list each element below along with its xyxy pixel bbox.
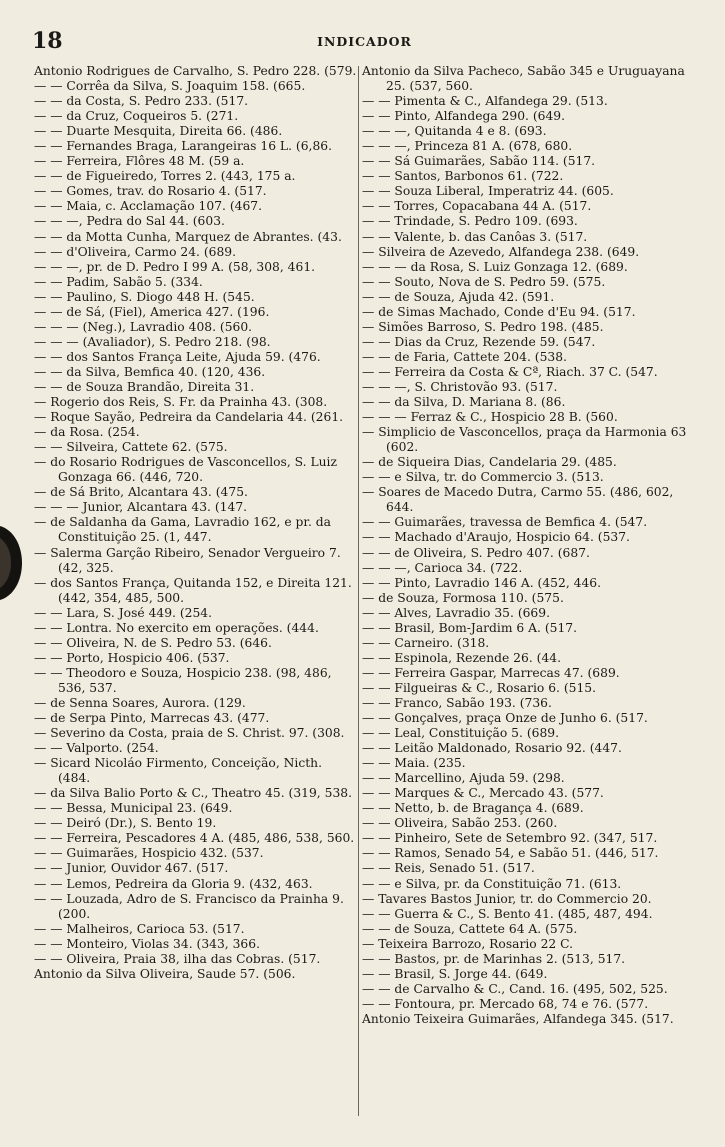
- directory-entry: — — Torres, Copacabana 44 A. (517.: [362, 199, 592, 214]
- directory-entry: — — Espinola, Rezende 26. (44.: [362, 650, 561, 665]
- directory-entry: — dos Santos França, Quitanda 152, e Direita 121. (442, 354, 485, 500.: [34, 575, 352, 605]
- directory-entry: — — Malheiros, Carioca 53. (517.: [34, 921, 245, 936]
- binding-hole-mark: [0, 520, 26, 606]
- directory-entry: — — Alves, Lavradio 35. (669.: [362, 605, 550, 620]
- directory-entry: — — Gomes, trav. do Rosario 4. (517.: [34, 184, 267, 199]
- directory-entry: — — de Sá, (Fiel), America 427. (196.: [34, 304, 270, 319]
- directory-entry: Antonio Rodrigues de Carvalho, S. Pedro 228. (579.: [34, 64, 357, 78]
- directory-entry: — — Reis, Senado 51. (517.: [362, 861, 535, 876]
- directory-entry: — — Monteiro, Violas 34. (343, 366.: [34, 936, 260, 951]
- directory-entry: — — Oliveira, N. de S. Pedro 53. (646.: [34, 635, 272, 650]
- running-head: INDICADOR: [317, 34, 412, 49]
- directory-entry: — — de Carvalho & C., Cand. 16. (495, 502, 525.: [362, 981, 668, 996]
- directory-entry: — — Fernandes Braga, Larangeiras 16 L. (6,86.: [34, 139, 332, 154]
- directory-entry: — — —, S. Christovão 93. (517.: [362, 379, 558, 394]
- directory-entry: — do Rosario Rodrigues de Vasconcellos, S. Luiz Gonzaga 66. (446, 720.: [34, 455, 337, 485]
- directory-entry: — Salerma Garção Ribeiro, Senador Vergueiro 7. (42, 325.: [34, 545, 341, 575]
- directory-entry: — — Maia, c. Acclamação 107. (467.: [34, 199, 263, 214]
- directory-entry: — — —, Quitanda 4 e 8. (693.: [362, 124, 547, 139]
- directory-entry: — — Brasil, S. Jorge 44. (649.: [362, 966, 548, 981]
- directory-entry: — — Oliveira, Sabão 253. (260.: [362, 816, 558, 831]
- directory-entry: — — de Figueiredo, Torres 2. (443, 175 a.: [34, 169, 296, 184]
- directory-entry: — de Souza, Formosa 110. (575.: [362, 590, 564, 605]
- directory-entry: — de Siqueira Dias, Candelaria 29. (485.: [362, 455, 617, 470]
- directory-entry: — — Bastos, pr. de Marinhas 2. (513, 517.: [362, 951, 626, 966]
- directory-entry: — — Gonçalves, praça Onze de Junho 6. (517.: [362, 711, 648, 726]
- directory-entry: — — Brasil, Bom-Jardim 6 A. (517.: [362, 620, 578, 635]
- directory-entry: — — e Silva, pr. da Constituição 71. (613.: [362, 876, 622, 891]
- column-divider: [358, 66, 359, 1116]
- directory-entry: — — — Ferraz & C., Hospicio 28 B. (560.: [362, 410, 618, 425]
- directory-entry: — — Lara, S. José 449. (254.: [34, 605, 213, 620]
- right-column: [362, 64, 696, 1027]
- directory-entry: — — Valporto. (254.: [34, 741, 159, 756]
- directory-entry: — — Franco, Sabão 193. (736.: [362, 695, 552, 710]
- directory-entry: — — Marcellino, Ajuda 59. (298.: [362, 771, 565, 786]
- directory-entry: — — Pinto, Alfandega 290. (649.: [362, 109, 566, 124]
- directory-entry: — — e Silva, tr. do Commercio 3. (513.: [362, 470, 604, 485]
- directory-entry: — Sicard Nicoláo Firmento, Conceição, Nicth. (484.: [34, 756, 322, 786]
- directory-entry: — da Silva Balio Porto & C., Theatro 45. (319, 538.: [34, 786, 352, 801]
- directory-entry: — Roque Sayão, Pedreira da Candelaria 44. (261.: [34, 410, 344, 425]
- directory-entry: — Soares de Macedo Dutra, Carmo 55. (486, 602, 644.: [362, 485, 674, 515]
- directory-entry: — de Senna Soares, Aurora. (129.: [34, 695, 246, 710]
- directory-entry: — Simões Barroso, S. Pedro 198. (485.: [362, 319, 604, 334]
- directory-entry: — — Pimenta & C., Alfandega 29. (513.: [362, 94, 608, 109]
- directory-entry: — — da Motta Cunha, Marquez de Abrantes. (43.: [34, 229, 342, 244]
- directory-entry: — — Pinto, Lavradio 146 A. (452, 446.: [362, 575, 602, 590]
- directory-entry: — — Padim, Sabão 5. (334.: [34, 274, 203, 289]
- directory-entry: — — Carneiro. (318.: [362, 635, 490, 650]
- directory-entry: — — Filgueiras & C., Rosario 6. (515.: [362, 680, 597, 695]
- directory-entry: — — Sá Guimarães, Sabão 114. (517.: [362, 154, 596, 169]
- directory-entry: — — Dias da Cruz, Rezende 59. (547.: [362, 334, 596, 349]
- directory-entry: — de Serpa Pinto, Marrecas 43. (477.: [34, 711, 270, 726]
- directory-entry: — Silveira de Azevedo, Alfandega 238. (649.: [362, 244, 640, 259]
- directory-entry: — — Guerra & C., S. Bento 41. (485, 487, 494.: [362, 906, 653, 921]
- directory-entry: — — Deiró (Dr.), S. Bento 19.: [34, 816, 217, 831]
- directory-entry: — — Oliveira, Praia 38, ilha das Cobras. (517.: [34, 951, 321, 966]
- directory-entry: — — Silveira, Cattete 62. (575.: [34, 440, 228, 455]
- directory-entry: — — Fontoura, pr. Mercado 68, 74 e 76. (577.: [362, 996, 649, 1011]
- directory-entry: — — Ferreira, Pescadores 4 A. (485, 486, 538, 560.: [34, 831, 355, 846]
- directory-entry: — — — (Neg.), Lavradio 408. (560.: [34, 319, 253, 334]
- directory-entry: — — —, Pedra do Sal 44. (603.: [34, 214, 225, 229]
- directory-entry: — Simplicio de Vasconcellos, praça da Harmonia 63 (602.: [362, 425, 687, 455]
- directory-entry: — — Junior, Ouvidor 467. (517.: [34, 861, 229, 876]
- directory-entry: — da Rosa. (254.: [34, 425, 140, 440]
- directory-entry: — — d'Oliveira, Carmo 24. (689.: [34, 244, 237, 259]
- directory-entry: — — Trindade, S. Pedro 109. (693.: [362, 214, 578, 229]
- directory-entry: — — Ferreira da Costa & Cª, Riach. 37 C. (547.: [362, 364, 658, 379]
- directory-entry: — — Santos, Barbonos 61. (722.: [362, 169, 564, 184]
- directory-entry: — — de Souza, Cattete 64 A. (575.: [362, 921, 578, 936]
- directory-entry: — — Duarte Mesquita, Direita 66. (486.: [34, 124, 283, 139]
- directory-entry: — — de Faria, Cattete 204. (538.: [362, 349, 567, 364]
- page-number: 18: [32, 28, 63, 54]
- directory-entry: — — Lemos, Pedreira da Gloria 9. (432, 463.: [34, 876, 313, 891]
- directory-entry: — — Souza Liberal, Imperatriz 44. (605.: [362, 184, 614, 199]
- directory-entry: — — dos Santos França Leite, Ajuda 59. (476.: [34, 349, 321, 364]
- directory-entry: — de Saldanha da Gama, Lavradio 162, e pr. da Constituição 25. (1, 447.: [34, 515, 331, 545]
- directory-entry: — Teixeira Barrozo, Rosario 22 C.: [362, 936, 574, 951]
- directory-entry: — — de Souza, Ajuda 42. (591.: [362, 289, 555, 304]
- page-header: [32, 28, 697, 56]
- directory-entry: — — —, Carioca 34. (722.: [362, 560, 523, 575]
- directory-entry: — — de Oliveira, S. Pedro 407. (687.: [362, 545, 590, 560]
- directory-entry: — — Leal, Constituição 5. (689.: [362, 726, 559, 741]
- directory-entry: — — Bessa, Municipal 23. (649.: [34, 801, 233, 816]
- directory-entry: Antonio Teixeira Guimarães, Alfandega 345. (517.: [362, 1011, 674, 1026]
- directory-entry: — — Corrêa da Silva, S. Joaquim 158. (665.: [34, 79, 306, 94]
- directory-entry: — — — Junior, Alcantara 43. (147.: [34, 500, 248, 515]
- directory-entry: — Tavares Bastos Junior, tr. do Commercio 20.: [362, 891, 652, 906]
- directory-entry: — — — da Rosa, S. Luiz Gonzaga 12. (689.: [362, 259, 628, 274]
- directory-entry: — — de Souza Brandão, Direita 31.: [34, 379, 255, 394]
- directory-entry: — — Valente, b. das Canôas 3. (517.: [362, 229, 588, 244]
- directory-entry: — — Ferreira Gaspar, Marrecas 47. (689.: [362, 665, 620, 680]
- directory-entry: — Severino da Costa, praia de S. Christ. 97. (308.: [34, 726, 345, 741]
- directory-entry: — — Souto, Nova de S. Pedro 59. (575.: [362, 274, 606, 289]
- directory-entry: — — Porto, Hospicio 406. (537.: [34, 650, 230, 665]
- directory-entry: — — da Silva, Bemfica 40. (120, 436.: [34, 364, 266, 379]
- directory-entry: — de Simas Machado, Conde d'Eu 94. (517.: [362, 304, 636, 319]
- directory-entry: — — Maia. (235.: [362, 756, 466, 771]
- directory-entry: — — —, Princeza 81 A. (678, 680.: [362, 139, 573, 154]
- directory-entry: — — Marques & C., Mercado 43. (577.: [362, 786, 604, 801]
- directory-entry: Antonio da Silva Pacheco, Sabão 345 e Uruguayana 25. (537, 560.: [362, 64, 685, 94]
- directory-entry: — — — (Avaliador), S. Pedro 218. (98.: [34, 334, 271, 349]
- directory-entry: — — Ramos, Senado 54, e Sabão 51. (446, 517.: [362, 846, 659, 861]
- directory-entry: — — da Costa, S. Pedro 233. (517.: [34, 94, 249, 109]
- directory-entry: — — Ferreira, Flôres 48 M. (59 a.: [34, 154, 245, 169]
- directory-entry: — — Leitão Maldonado, Rosario 92. (447.: [362, 741, 622, 756]
- directory-entry: — — Pinheiro, Sete de Setembro 92. (347, 517.: [362, 831, 658, 846]
- directory-entry: — — Theodoro e Souza, Hospicio 238. (98, 486, 536, 537.: [34, 665, 332, 695]
- directory-entry: — — Guimarães, Hospicio 432. (537.: [34, 846, 264, 861]
- directory-entry: — — —, pr. de D. Pedro I 99 A. (58, 308, 461.: [34, 259, 316, 274]
- directory-entry: — — Netto, b. de Bragança 4. (689.: [362, 801, 584, 816]
- left-column: [34, 64, 357, 982]
- directory-entry: — — da Silva, D. Mariana 8. (86.: [362, 395, 566, 410]
- directory-entry: — — da Cruz, Coqueiros 5. (271.: [34, 109, 239, 124]
- directory-entry: Antonio da Silva Oliveira, Saude 57. (506.: [34, 966, 296, 981]
- directory-entry: — — Paulino, S. Diogo 448 H. (545.: [34, 289, 255, 304]
- directory-entry: — de Sá Brito, Alcantara 43. (475.: [34, 485, 248, 500]
- directory-entry: — Rogerio dos Reis, S. Fr. da Prainha 43. (308.: [34, 395, 328, 410]
- directory-entry: — — Guimarães, travessa de Bemfica 4. (547.: [362, 515, 648, 530]
- directory-entry: — — Machado d'Araujo, Hospicio 64. (537.: [362, 530, 630, 545]
- directory-entry: — — Lontra. No exercito em operações. (444.: [34, 620, 319, 635]
- directory-entry: — — Louzada, Adro de S. Francisco da Prainha 9. (200.: [34, 891, 344, 921]
